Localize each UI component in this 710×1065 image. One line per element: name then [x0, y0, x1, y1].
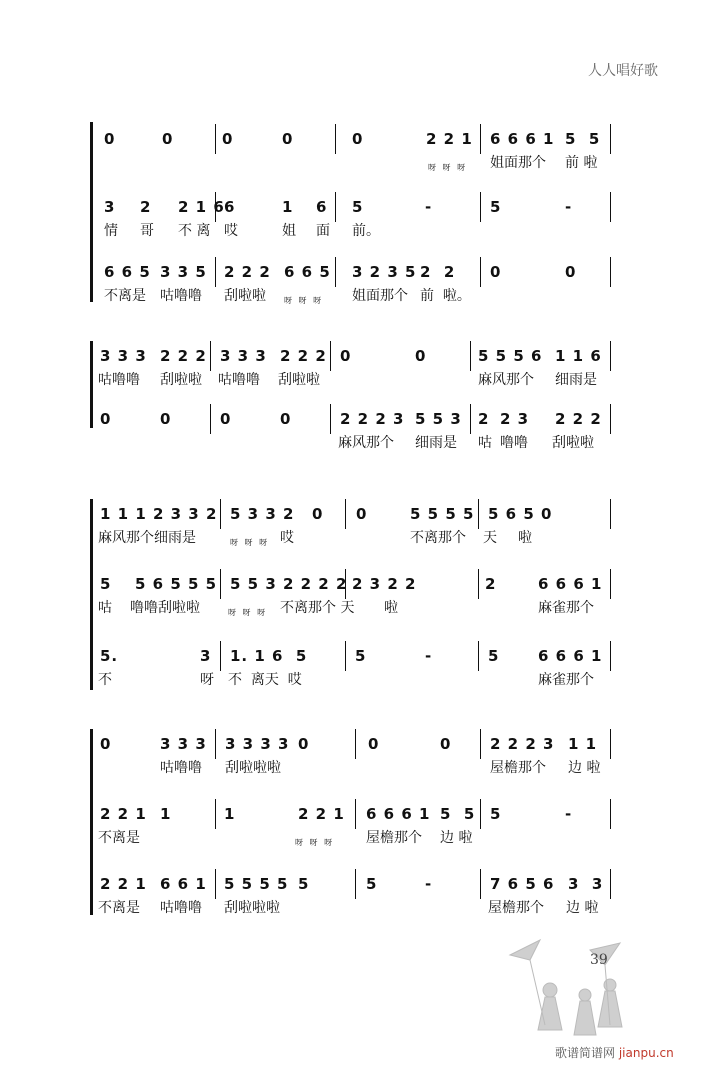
- note-group: 2 3 2 2: [352, 575, 417, 593]
- note-group: 6 6 6 1: [538, 575, 603, 593]
- barline: [480, 192, 481, 222]
- page-number: 39: [590, 952, 608, 968]
- note-group: 1 1 6: [555, 347, 602, 365]
- lyric-text: 麻雀那个: [538, 672, 594, 688]
- note-group: 0: [565, 263, 577, 281]
- lyric-text: 不离是: [98, 830, 140, 846]
- barline: [215, 124, 216, 154]
- note-group: -: [425, 875, 433, 893]
- note-group: 5 5: [565, 130, 601, 148]
- note-group: 3 3 5: [160, 263, 207, 281]
- barline: [355, 869, 356, 899]
- barline: [355, 729, 356, 759]
- lyric-text: 不离那个 天: [280, 600, 355, 616]
- lyric-text: 呀: [200, 672, 214, 688]
- note-group: 2: [140, 198, 152, 216]
- note-group: -: [425, 198, 433, 216]
- note-group: 0: [104, 130, 116, 148]
- staff-line: [0, 130, 710, 180]
- note-group: 1 1: [568, 735, 598, 753]
- note-group: 5: [490, 805, 502, 823]
- lyric-text: 姐: [282, 223, 296, 239]
- barline: [215, 869, 216, 899]
- lyric-text: 边 啦: [568, 760, 601, 776]
- barline: [610, 257, 611, 287]
- lyric-text: 麻风那个: [478, 372, 534, 388]
- note-group: 1. 1 6 5: [230, 647, 308, 665]
- barline: [330, 404, 331, 434]
- barline: [355, 799, 356, 829]
- note-group: 0: [282, 130, 294, 148]
- note-group: 6: [316, 198, 328, 216]
- lyric-text: 边 啦: [566, 900, 599, 916]
- note-group: 2 2 2: [280, 347, 327, 365]
- note-group: 0: [220, 410, 232, 428]
- lyric-text: 天: [483, 530, 497, 546]
- barline: [610, 869, 611, 899]
- note-group: 0: [356, 505, 368, 523]
- lyric-text: 啦: [384, 600, 398, 616]
- barline: [610, 641, 611, 671]
- lyric-text: 刮啦啦: [278, 372, 320, 388]
- lyric-text: 不 离: [178, 223, 211, 239]
- note-group: 5: [100, 575, 112, 593]
- note-group: 2 1 6: [178, 198, 225, 216]
- barline: [610, 124, 611, 154]
- lyric-text: 噜噜刮啦啦: [130, 600, 200, 616]
- lyric-text: 咕噜噜: [218, 372, 260, 388]
- note-group: 5: [366, 875, 378, 893]
- lyric-text: 不离是: [98, 900, 140, 916]
- watermark-site: 歌谱简谱网: [555, 1046, 616, 1060]
- note-group: 0: [298, 735, 310, 753]
- barline: [210, 404, 211, 434]
- note-group: 0: [368, 735, 380, 753]
- barline: [345, 499, 346, 529]
- note-group: -: [425, 647, 433, 665]
- lyric-text: 麻风那个: [338, 435, 394, 451]
- note-group: 6 6 1: [160, 875, 207, 893]
- note-group: 2 2 2: [224, 263, 271, 281]
- lyric-text: 呀 呀 呀: [428, 163, 468, 172]
- barline: [215, 257, 216, 287]
- note-group: 6 6 6 1: [538, 647, 603, 665]
- note-group: 0: [415, 347, 427, 365]
- note-group: 2 2 1: [426, 130, 473, 148]
- barline: [210, 341, 211, 371]
- barline: [478, 569, 479, 599]
- lyric-text: 咕噜噜: [160, 288, 202, 304]
- barline: [220, 499, 221, 529]
- lyric-text: 前 啦: [565, 155, 598, 171]
- lyric-text: 哥: [140, 223, 154, 239]
- note-group: 2: [485, 575, 497, 593]
- note-group: 2 3: [500, 410, 530, 428]
- note-group: 1 1 1 2 3 3 2: [100, 505, 218, 523]
- barline: [610, 499, 611, 529]
- barline: [610, 192, 611, 222]
- note-group: 7 6 5 6: [490, 875, 555, 893]
- barline: [330, 341, 331, 371]
- note-group: 0: [222, 130, 234, 148]
- lyric-text: 刮啦啦啦: [224, 900, 280, 916]
- lyric-text: 呀 呀 呀: [284, 296, 324, 305]
- lyric-text: 刮啦啦啦: [225, 760, 281, 776]
- lyric-text: 麻风那个细雨是: [98, 530, 196, 546]
- lyric-text: 呀 呀 呀: [228, 608, 268, 617]
- staff-line: [0, 575, 710, 625]
- note-group: 0: [490, 263, 502, 281]
- barline: [478, 499, 479, 529]
- note-group: 3 3 3 3: [225, 735, 290, 753]
- lyric-text: 咕噜噜: [160, 900, 202, 916]
- note-group: 5 5 3: [415, 410, 462, 428]
- note-group: 0: [100, 410, 112, 428]
- note-group: 6: [224, 198, 236, 216]
- staff-line: [0, 647, 710, 697]
- lyric-text: 不离那个: [410, 530, 466, 546]
- barline: [478, 641, 479, 671]
- note-group: 2 2 2: [160, 347, 207, 365]
- lyric-text: 咕: [98, 600, 112, 616]
- site-watermark: [555, 1044, 674, 1061]
- note-group: 5: [352, 198, 364, 216]
- note-group: -: [565, 805, 573, 823]
- barline: [215, 799, 216, 829]
- note-group: 3 2 3 5: [352, 263, 417, 281]
- barline: [610, 799, 611, 829]
- lyric-text: 情: [104, 223, 118, 239]
- barline: [470, 404, 471, 434]
- barline: [335, 257, 336, 287]
- lyric-text: 哎: [280, 530, 294, 546]
- note-group: 6 6 5: [104, 263, 151, 281]
- barline: [480, 729, 481, 759]
- staff-line: [0, 263, 710, 313]
- lyric-text: 噜噜: [500, 435, 528, 451]
- note-group: 5.: [100, 647, 119, 665]
- note-group: 2 2: [420, 263, 456, 281]
- barline: [610, 729, 611, 759]
- note-group: 0: [162, 130, 174, 148]
- lyric-text: 刮啦啦: [224, 288, 266, 304]
- lyric-text: 不: [98, 672, 112, 688]
- note-group: 1: [224, 805, 236, 823]
- note-group: 0: [160, 410, 172, 428]
- staff-line: [0, 505, 710, 555]
- staff-line: [0, 805, 710, 855]
- note-group: 2 2 2 3: [340, 410, 405, 428]
- note-group: 5 5: [440, 805, 476, 823]
- lyric-text: 咕噜噜: [98, 372, 140, 388]
- barline: [480, 799, 481, 829]
- lyric-text: 麻雀那个: [538, 600, 594, 616]
- note-group: 6 6 6 1: [490, 130, 555, 148]
- lyric-text: 前 啦。: [420, 288, 471, 304]
- barline: [480, 257, 481, 287]
- staff-line: [0, 198, 710, 248]
- lyric-text: 不 离天 哎: [228, 672, 302, 688]
- barline: [480, 869, 481, 899]
- note-group: 0: [340, 347, 352, 365]
- note-group: 2 2 1: [100, 805, 147, 823]
- note-group: 5: [490, 198, 502, 216]
- note-group: 5 6 5 0: [488, 505, 553, 523]
- note-group: 5 5 5 5: [224, 875, 289, 893]
- staff-line: [0, 875, 710, 925]
- lyric-text: 面: [316, 223, 330, 239]
- lyric-text: 屋檐那个: [366, 830, 422, 846]
- note-group: 0: [100, 735, 112, 753]
- note-group: 0: [440, 735, 452, 753]
- lyric-text: 哎: [224, 223, 238, 239]
- header-title: 人人唱好歌: [588, 63, 658, 79]
- note-group: 1: [282, 198, 294, 216]
- note-group: 0: [312, 505, 324, 523]
- barline: [480, 124, 481, 154]
- note-group: 5 5 5 6: [478, 347, 543, 365]
- barline: [335, 192, 336, 222]
- note-group: 1: [160, 805, 172, 823]
- lyric-text: 屋檐那个: [488, 900, 544, 916]
- note-group: 2 2 1: [100, 875, 147, 893]
- lyric-text: 细雨是: [415, 435, 457, 451]
- note-group: 2 2 1: [298, 805, 345, 823]
- lyric-text: 细雨是: [555, 372, 597, 388]
- note-group: 5 3 3 2: [230, 505, 295, 523]
- barline: [470, 341, 471, 371]
- note-group: 0: [280, 410, 292, 428]
- staff-line: [0, 347, 710, 397]
- lyric-text: 啦: [518, 530, 532, 546]
- barline: [215, 729, 216, 759]
- staff-line: [0, 410, 710, 460]
- note-group: 3 3: [568, 875, 604, 893]
- lyric-text: 不离是: [104, 288, 146, 304]
- note-group: 5: [488, 647, 500, 665]
- note-group: 5 5 3 2 2 2 2: [230, 575, 348, 593]
- barline: [610, 569, 611, 599]
- barline: [220, 569, 221, 599]
- note-group: 6 6 5: [284, 263, 331, 281]
- lyric-text: 前。: [352, 223, 380, 239]
- barline: [345, 641, 346, 671]
- staff-line: [0, 735, 710, 785]
- lyric-text: 咕: [478, 435, 492, 451]
- note-group: 3: [200, 647, 212, 665]
- lyric-text: 姐面那个: [352, 288, 408, 304]
- lyric-text: 刮啦啦: [160, 372, 202, 388]
- note-group: 5: [298, 875, 310, 893]
- lyric-text: 边 啦: [440, 830, 473, 846]
- note-group: 3 3 3: [160, 735, 207, 753]
- note-group: 2: [478, 410, 490, 428]
- note-group: 3 3 3: [220, 347, 267, 365]
- note-group: -: [565, 198, 573, 216]
- lyric-text: 呀 呀 呀: [295, 838, 335, 847]
- note-group: 2 2 2 3: [490, 735, 555, 753]
- barline: [610, 404, 611, 434]
- barline: [220, 641, 221, 671]
- lyric-text: 呀 呀 呀: [230, 538, 270, 547]
- note-group: 3: [104, 198, 116, 216]
- note-group: 5 5 5 5: [410, 505, 475, 523]
- note-group: 2 2 2: [555, 410, 602, 428]
- barline: [610, 341, 611, 371]
- lyric-text: 刮啦啦: [552, 435, 594, 451]
- lyric-text: 姐面那个: [490, 155, 546, 171]
- note-group: 3 3 3: [100, 347, 147, 365]
- note-group: 0: [352, 130, 364, 148]
- note-group: 6 6 6 1: [366, 805, 431, 823]
- lyric-text: 咕噜噜: [160, 760, 202, 776]
- note-group: 5: [355, 647, 367, 665]
- barline: [335, 124, 336, 154]
- note-group: 5 6 5 5 5: [135, 575, 218, 593]
- lyric-text: 屋檐那个: [490, 760, 546, 776]
- watermark-url: jianpu.cn: [618, 1046, 674, 1060]
